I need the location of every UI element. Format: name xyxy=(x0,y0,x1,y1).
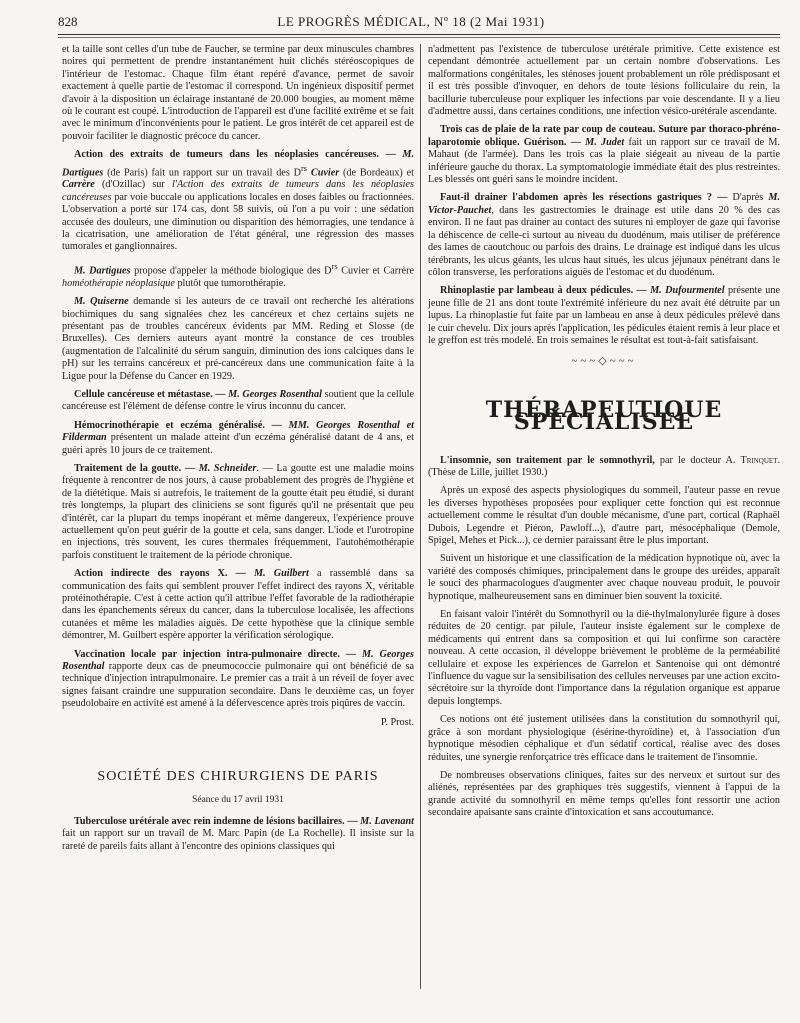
author-name: M. Judet xyxy=(580,136,625,148)
paragraph: M. Quiserne demande si les auteurs de ce travail ont recherché les altérations biochimiques du sang signalées chez les cancéreux et chez certains sujets ne présentant pas de troubles cancéreux évidents par MM. Reding et Slosse (de Bruxelles). Ces derniers auteurs ayant montré la constance de ces troubles (augmentation de l'alcalinité du sérum sanguin, diminution des ions calciques dans le pH) sur les terrains cancéreux et pré-cancéreux dans une communication faite à la Ligue pour la Défense du Cancer en 1929. xyxy=(62,296,414,382)
run-in-heading: Vaccination locale par injection intra-pulmonaire directe. — xyxy=(74,648,357,660)
author-name: Trinquet xyxy=(740,454,778,466)
run-in-heading: Rhinoplastie par lambeau à deux pédicules. — xyxy=(440,285,647,297)
paragraph: Faut-il drainer l'abdomen après les résections gastriques ? — D'après M. Victor-Pauchet, dans les gastrectomies le drainage est utile dans 20 % des cas environ. Il ne faut pas drainer au contact des sutures ni employer de gaze qui favorise la déhiscence de celle-ci surtout au niveau du duodénum, mais utiliser de préférence des lames de caoutchouc ou parfois des drains. Le drainage est indiqué dans les ulcus térébrants, les ulcus géants, les ulcus haut situés, les ulcus jéjunaux pénétrant dans le côlon transverse, les perforations aiguës de l'estomac et du duodénum. xyxy=(428,192,781,278)
signature: P. Prost. xyxy=(380,716,414,728)
run-in-heading: Hémocrinothérapie et eczéma généralisé. — xyxy=(74,419,282,431)
section-title: SOCIÉTÉ DES CHIRURGIENS DE PARIS xyxy=(97,769,379,785)
left-column xyxy=(62,44,414,859)
header-rule xyxy=(58,34,780,35)
running-title: LE PROGRÈS MÉDICAL, Nº 18 (2 Mai 1931) xyxy=(277,14,545,29)
column-divider xyxy=(420,44,421,989)
author-name: M. Dufourmentel xyxy=(646,285,725,297)
author-name: Carrère xyxy=(62,179,95,191)
paragraph: Suivent un historique et une classification de la médication hypnotique où, avec la variété des composés chimiques, principalement dans le groupe des uréides, apparaît le souci des pharmacologues d'augmenter avec chaque nouveau produit, le pouvoir hypnotique, malheureusement sans en diminuer bien souvent la toxicité. xyxy=(428,553,780,602)
author-name: M. Quiserne xyxy=(74,296,129,308)
run-in-heading: Traitement de la goutte. — xyxy=(74,462,196,474)
run-in-heading: Cellule cancéreuse et métastase. — xyxy=(74,388,226,400)
author-name: M. Lavenant xyxy=(357,815,414,827)
author-name: M. Dartigues xyxy=(74,265,131,277)
run-in-heading: Tuberculose urétérale avec rein indemne de lésions bacillaires. — xyxy=(74,815,358,827)
page-header xyxy=(58,14,764,34)
run-in-heading: L'insomnie, son traitement par le somnothyril, xyxy=(440,454,655,466)
paragraph: Cellule cancéreuse et métastase. — M. Georges Rosenthal soutient que la cellule cancéreuse est l'élément de défense contre le virus inconnu du cancer. xyxy=(62,388,414,413)
term: homéothérapie néoplasique xyxy=(62,277,175,289)
author-name: M. Dartigues xyxy=(62,149,415,179)
header-rule-thin xyxy=(58,37,780,38)
paragraph: Trois cas de plaie de la rate par coup de couteau. Suture par thoraco-phréno-laparotomie oblique. Guérison. — M. Judet fait un rapport sur ce travail de M. Mahaut (de l'armée). Dans les trois cas la plaie siégeait au niveau de la partie inférieure gauche du thorax. La symptomatologie immédiate était des plus restreintes. Les blessés ont guéri sans le moindre incident. xyxy=(428,124,781,186)
run-in-heading: Faut-il drainer l'abdomen après les résections gastriques ? — xyxy=(440,192,728,204)
paragraph: Hémocrinothérapie et eczéma généralisé. — MM. Georges Rosenthal et Filderman présentent un malade atteint d'un eczéma généralisé datant de 4 ans, et guéri après 10 jours de ce traitement. xyxy=(62,419,414,456)
paragraph: Action indirecte des rayons X. — M. Guilbert a rassemblé dans sa communication des faits qui semblent prouver l'effet indirect des rayons X, véritable protéinothérapie. C'est à cette action qu'il attribue l'effet favorable de la radiothérapie dans les épanchements séreux du cancer, dans la tuberculose localisée, les affections cutanées et même les maladies aiguës. De cette hypothèse que la clinique semble démontrer, M. Guilbert espère apporter la vérification sérologique. xyxy=(62,568,415,642)
paragraph: n'admettent pas l'existence de tuberculose urétérale primitive. Cette existence est cependant démontrée actuellement par un certain nombre d'observations. Les malformations congénitales, les sténoses jouent probablement un rôle prédisposant et il est très possible d'invoquer, en dehors de toute lésions folliculaire du rein, la bacillurie tuberculeuse pour expliquer les infections par voie descendante. Il y a lieu d'admettre aussi, dans certaines conditions, une infection vésico-urétérale ascendante. xyxy=(428,44,780,118)
ornament-divider: ~~~◇~~~ xyxy=(571,355,637,368)
paragraph: Après un exposé des aspects physiologiques du sommeil, l'auteur passe en revue les diverses hypothèses proposées pour expliquer cette fonction qui est reconnue actuellement comme le résultat d'un double mécanisme, d'une part, cortical (Raphaël Dubois, Legendre et Piéron, Pawloff...), d'autre part, mésocéphalique (Demole, Spigel, Mehes et Pick...), ce dernier paraissant être le plus important. xyxy=(428,485,780,546)
run-in-heading: Trois cas de plaie de la rate par coup de couteau. Suture par thoraco-phréno-laparotomie oblique. Guérison. — xyxy=(428,124,780,148)
paragraph: Action des extraits de tumeurs dans les néoplasies cancéreuses. — M. Dartigues (de Paris) fait un rapport sur un travail des $D^{rs}$ Cuvier (de Bordeaux) et Carrère (d'Ozillac) sur l'Action des extraits de tumeurs dans les néoplasies cancéreuses par voie buccale ou applications locales en doses faibles ou fractionnées. L'observation a porté sur 174 cas, dont 58 suivis, où l'on a pu voir : une sédation accusée des douleurs, une diminution ou disparition des hémorragies, une tendance à la cicatrisation, une amélioration de l'état général, une régression des masses tumorales et ganglionnaires. xyxy=(62,149,415,253)
page-number: 828 xyxy=(58,14,78,29)
author-name: MM. Georges Rosenthal et Filderman xyxy=(62,419,414,444)
paragraph: L'insomnie, son traitement par le somnothyril, par le docteur A. Trinquet. (Thèse de Lille, juillet 1930.) xyxy=(428,454,780,478)
run-in-heading: Action indirecte des rayons X. — xyxy=(74,568,246,580)
author-name: M. Georges Rosenthal xyxy=(62,648,414,673)
paragraph: Rhinoplastie par lambeau à deux pédicules. — M. Dufourmentel présente une jeune fille de 21 ans dont toute l'extrémité inférieure du nez avait été détruite par un lupus. La rhinoplastie fut faite par un lambeau en anse à deux pédicules prélevé dans le cuir chevelu. Dix jours après l'application, les pédicules étaient remis à leur place et le greffon est très modelé. En trois semaines le résultat est tout-à-fait satisfaisant. xyxy=(428,285,780,346)
session-date: Séance du 17 avril 1931 xyxy=(192,794,284,805)
author-name: Cuvier xyxy=(307,167,340,179)
author-name: M. Schneider xyxy=(195,462,257,474)
run-in-heading: Action des extraits de tumeurs dans les néoplasies cancéreuses. — xyxy=(74,149,396,161)
paragraph: Ces notions ont été justement utilisées dans la constitution du somnothyril qui, grâce à son mordant physiologique (ésérine-thyroïdine) et, à l'association d'un hypnotique mésodien céphalique et d'un sédatif cortical, réalise avec des doses réduites, une synergie renforçatrice très efficace dans le traitement de l'insomnie. xyxy=(428,714,780,763)
author-name: M. Victor-Pauchet xyxy=(428,192,781,216)
paragraph: M. Dartigues propose d'appeler la méthode biologique des $D^{rs}$ Cuvier et Carrère homéothérapie néoplasique plutôt que tumorothérapie. xyxy=(62,260,414,289)
paragraph: Tuberculose urétérale avec rein indemne de lésions bacillaires. — M. Lavenant fait un rapport sur un travail de M. Marc Papin (de La Rochelle). Il insiste sur la rareté de pareils faits allant à l'encontre des opinions classiques qui xyxy=(62,815,414,852)
work-title: l'Action des extraits de tumeurs dans les néoplasies cancéreuses xyxy=(62,179,414,203)
author-name: M. Georges Rosenthal xyxy=(225,388,322,400)
paragraph: Vaccination locale par injection intra-pulmonaire directe. — M. Georges Rosenthal rapporte deux cas de pneumococcie pulmonaire qui ont bénéficié de sa technique d'injection intrapulmonaire. Le premier cas a trait à un réveil de foyer avec signes faisant craindre une suppuration secondaire. Dans le deuxième cas, un foyer pseudolobaire en activité est amené à la défervescence après trois piqûres de vaccin. xyxy=(62,648,414,710)
paragraph: et la taille sont celles d'un tube de Faucher, se termine par deux minuscules chambres noires qui permettent de prendre instantanément huit clichés stéréoscopiques de l'intérieur de l'estomac. Chaque film étant repéré d'avance, permet de savoir exactement à quelle partie de l'estomac il correspond. Un ingénieux dispositif permet d'avoir à la disposition un éclairage instantané de 20.000 bougies, au moment même où le courant est coupé. L'introduction de l'appareil est d'une facilité extrême et se fait avec le minimum d'inconvénients pour le patient. Le gros intérêt de cet appareil est de pouvoir faciliter le diagnostic précoce du cancer. xyxy=(62,44,414,142)
right-column xyxy=(428,44,780,826)
paragraph: Traitement de la goutte. — M. Schneider. — La goutte est une maladie moins fréquente à rencontrer de nos jours, à cause probablement des progrès de l'hygiène et de la diététique. Mais si autrefois, le traitement de la goutte était peu étudié, si durant très longtemps, la plupart des cliniciens se sont figurés qu'il ne présentait que peu d'intérêt, car la plupart du temps inopérant et même dangereux, l'expérience prouve actuellement qu'on peut guérir de la goutte et cela, sans danger. L'iode et l'urotropine en injections, très souvent, les cures thermales fréquemment, l'autohémothérapie parfois constituent le traitement de la période chronique. xyxy=(62,462,414,561)
paragraph: En faisant valoir l'intérêt du Somnothyril ou la dié-thylmalonylurée figure à doses réduites de 20 centigr. par pilule, l'auteur insiste également sur le complexe de médicaments qui entrent dans sa composition et qui lui confirme son caractère nouveau. A cette occasion, il développe brièvement le problème de la perméabilité cellulaire et expose les expériences de Garrelon et Santenoise qui ont démontré l'influence du vague sur la sensibilisation des cellules nerveuses par une action excito-sécrétoire sur la thyroïde dont l'importance dans la régulation organique est apparue depuis longtemps. xyxy=(428,609,780,707)
author-name: M. Guilbert xyxy=(245,568,309,580)
paragraph: De nombreuses observations cliniques, faites sur des nerveux et surtout sur des aliénés, représentées par des graphiques très suggestifs, viennent à l'appui de la grande activité du somnothyril en même temps qu'elles font ressortir une action secondaire apaisante sans crainte d'intoxication et sans accoutumance. xyxy=(428,769,780,819)
section-title: THÉRAPEUTIQUE SPÉCIALISÉE xyxy=(485,396,723,436)
